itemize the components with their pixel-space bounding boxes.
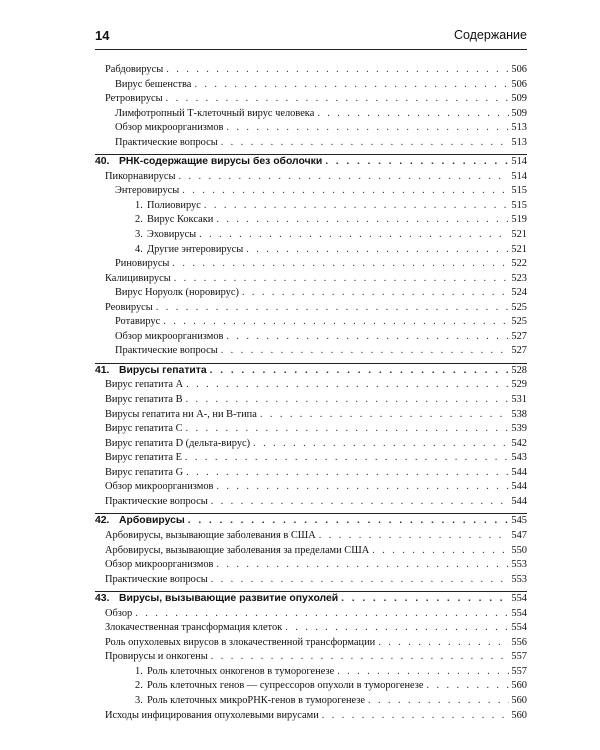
page-ref: 560: [511, 709, 527, 721]
running-title: Содержание: [453, 28, 527, 42]
toc-entry: [95, 92, 527, 107]
entry-title: Эховирусы: [147, 229, 197, 241]
dot-leader: [172, 257, 509, 272]
toc-entry: [95, 393, 527, 408]
entry-title: Исходы инфицирования опухолевыми вирусами: [105, 709, 319, 721]
toc-entry: [95, 272, 527, 287]
page-ref: 554: [511, 622, 527, 634]
entry-title: Арбовирусы, вызывающие заболевания за пределами США: [105, 544, 370, 556]
dot-leader: [174, 272, 510, 287]
dot-leader: [216, 558, 509, 573]
page-ref: 521: [511, 243, 527, 255]
page-ref: 509: [511, 107, 527, 119]
toc-entry: [95, 228, 527, 243]
page-ref: 560: [511, 680, 527, 692]
page-ref: 528: [511, 364, 527, 376]
entry-title: Обзор микроорганизмов: [105, 559, 214, 571]
entry-title: Риновирусы: [115, 258, 170, 270]
page-ref: 515: [511, 185, 527, 197]
toc-entry: [95, 437, 527, 452]
dot-leader: [194, 78, 509, 93]
toc-chapter: [95, 591, 527, 607]
entry-title: Практические вопросы: [115, 136, 218, 148]
entry-title: Вирус бешенства: [115, 78, 192, 90]
page-ref: 525: [511, 316, 527, 328]
entry-title: Полиовирус: [147, 199, 201, 211]
dot-leader: [135, 607, 509, 622]
dot-leader: [211, 495, 510, 510]
chapter-title: РНК-содержащие вирусы без оболочки: [119, 156, 323, 168]
entry-number: 1.: [135, 199, 143, 211]
entry-title: Вирусы гепатита ни A-, ни B-типа: [105, 408, 257, 420]
page-ref: 560: [511, 694, 527, 706]
toc-entry: [95, 694, 527, 709]
page-ref: 542: [511, 437, 527, 449]
entry-title: Роль опухолевых вирусов в злокачественной трансформации: [105, 636, 376, 648]
dot-leader: [260, 408, 510, 423]
entry-title: Обзор: [105, 607, 133, 619]
page-ref: 521: [511, 229, 527, 241]
page-ref: 524: [511, 287, 527, 299]
toc-entry: [95, 636, 527, 651]
dot-leader: [253, 437, 509, 452]
dot-leader: [188, 514, 510, 529]
toc-entry: [95, 257, 527, 272]
dot-leader: [378, 636, 509, 651]
dot-leader: [285, 621, 509, 636]
entry-title: Роль клеточных микроРНК-генов в туморогенезе: [147, 694, 365, 706]
dot-leader: [185, 451, 509, 466]
page-ref: 545: [511, 515, 527, 527]
dot-leader: [216, 480, 509, 495]
dot-leader: [186, 466, 509, 481]
dot-leader: [204, 199, 510, 214]
page-ref: 514: [511, 170, 527, 182]
toc-entry: [95, 621, 527, 636]
page-ref: 515: [511, 199, 527, 211]
page-ref: 547: [511, 529, 527, 541]
dot-leader: [325, 155, 509, 170]
dot-leader: [211, 573, 510, 588]
toc-entry: [95, 378, 527, 393]
dot-leader: [372, 544, 509, 559]
entry-title: Лимфотропный Т-клеточный вирус человека: [115, 107, 315, 119]
toc-chapter: [95, 363, 527, 379]
toc-entry: [95, 558, 527, 573]
dot-leader: [186, 422, 510, 437]
toc-entry: [95, 422, 527, 437]
dot-leader: [166, 92, 510, 107]
page-ref: 544: [511, 495, 527, 507]
entry-title: Вирус гепатита A: [105, 379, 184, 391]
chapter-title: Вирусы гепатита: [119, 364, 207, 376]
entry-title: Энтеровирусы: [115, 185, 180, 197]
chapter-number: 42.: [95, 515, 110, 527]
toc-chapter: [95, 513, 527, 529]
page-number: 14: [95, 28, 110, 43]
dot-leader: [341, 592, 509, 607]
toc-entry: [95, 107, 527, 122]
entry-title: Обзор микроорганизмов: [115, 122, 224, 134]
page-ref: 553: [511, 573, 527, 585]
page-ref: 556: [511, 636, 527, 648]
entry-title: Вирус Коксаки: [147, 214, 214, 226]
toc-entry: [95, 650, 527, 665]
dot-leader: [211, 650, 510, 665]
toc-entry: [95, 243, 527, 258]
page-ref: 554: [511, 607, 527, 619]
toc-entry: [95, 451, 527, 466]
entry-title: Вирус гепатита G: [105, 466, 184, 478]
dot-leader: [322, 709, 510, 724]
toc-entry: [95, 170, 527, 185]
page-ref: 544: [511, 466, 527, 478]
dot-leader: [186, 393, 510, 408]
page-ref: 523: [511, 272, 527, 284]
entry-title: Арбовирусы, вызывающие заболевания в США: [105, 529, 316, 541]
entry-title: Вирус гепатита E: [105, 452, 182, 464]
toc-entry: [95, 709, 527, 724]
chapter-title: Арбовирусы: [119, 515, 185, 527]
entry-title: Реовирусы: [105, 301, 153, 313]
page-ref: 531: [511, 394, 527, 406]
dot-leader: [319, 529, 510, 544]
entry-title: Роль клеточных генов — супрессоров опухоли в туморогенезе: [147, 680, 424, 692]
page-ref: 519: [511, 214, 527, 226]
dot-leader: [368, 694, 509, 709]
page-ref: 557: [511, 651, 527, 663]
entry-title: Другие энтеровирусы: [147, 243, 244, 255]
toc-entry: [95, 199, 527, 214]
page-ref: 554: [511, 593, 527, 605]
dot-leader: [216, 213, 509, 228]
page-ref: 514: [511, 156, 527, 168]
page-ref: 553: [511, 559, 527, 571]
entry-title: Практические вопросы: [105, 573, 208, 585]
toc-entry: [95, 573, 527, 588]
chapter-title: Вирусы, вызывающие развитие опухолей: [119, 593, 339, 605]
page-ref: 509: [511, 93, 527, 105]
entry-number: 2.: [135, 214, 143, 226]
toc-entry: [95, 544, 527, 559]
entry-number: 1.: [135, 665, 143, 677]
toc-entry: [95, 301, 527, 316]
entry-number: 3.: [135, 694, 143, 706]
entry-title: Вирус гепатита D (дельта-вирус): [105, 437, 251, 449]
entry-title: Вирус гепатита B: [105, 394, 183, 406]
dot-leader: [166, 63, 509, 78]
toc-entry: [95, 480, 527, 495]
dot-leader: [186, 378, 509, 393]
page-ref: 522: [511, 258, 527, 270]
toc-entry: [95, 121, 527, 136]
dot-leader: [163, 315, 509, 330]
entry-title: Роль клеточных онкогенов в туморогенезе: [147, 665, 335, 677]
page-ref: 550: [511, 544, 527, 556]
page-ref: 525: [511, 301, 527, 313]
page-ref: 527: [511, 345, 527, 357]
table-of-contents: [95, 63, 527, 723]
entry-number: 2.: [135, 680, 143, 692]
toc-entry: [95, 679, 527, 694]
dot-leader: [337, 665, 509, 680]
entry-title: Практические вопросы: [105, 495, 208, 507]
entry-title: Ротавирус: [115, 316, 161, 328]
page-ref: 527: [511, 330, 527, 342]
dot-leader: [210, 364, 510, 379]
toc-entry: [95, 213, 527, 228]
entry-title: Пикорнавирусы: [105, 170, 176, 182]
toc-chapter: [95, 154, 527, 170]
entry-title: Калицивирусы: [105, 272, 171, 284]
entry-title: Рабдовирусы: [105, 64, 164, 75]
entry-number: 3.: [135, 229, 143, 241]
page-ref: 529: [511, 379, 527, 391]
toc-entry: [95, 63, 527, 78]
toc-entry: [95, 184, 527, 199]
toc-entry: [95, 286, 527, 301]
dot-leader: [426, 679, 509, 694]
page-ref: 506: [511, 64, 527, 75]
page-ref: 543: [511, 452, 527, 464]
page-ref: 513: [511, 122, 527, 134]
header-rule: [95, 49, 527, 50]
page-ref: 513: [511, 136, 527, 148]
toc-entry: [95, 495, 527, 510]
dot-leader: [156, 301, 510, 316]
entry-title: Обзор микроорганизмов: [115, 330, 224, 342]
entry-number: 4.: [135, 243, 143, 255]
dot-leader: [226, 330, 509, 345]
entry-title: Обзор микроорганизмов: [105, 481, 214, 493]
dot-leader: [178, 170, 509, 185]
dot-leader: [199, 228, 509, 243]
toc-entry: [95, 466, 527, 481]
toc-entry: [95, 330, 527, 345]
dot-leader: [221, 136, 510, 151]
entry-title: Злокачественная трансформация клеток: [105, 622, 283, 634]
entry-title: Провирусы и онкогены: [105, 651, 208, 663]
toc-entry: [95, 529, 527, 544]
chapter-number: 40.: [95, 156, 110, 168]
chapter-number: 43.: [95, 593, 110, 605]
toc-entry: [95, 408, 527, 423]
toc-entry: [95, 78, 527, 93]
dot-leader: [242, 286, 509, 301]
entry-title: Ретровирусы: [105, 93, 163, 105]
page-ref: 538: [511, 408, 527, 420]
dot-leader: [182, 184, 509, 199]
toc-entry: [95, 315, 527, 330]
page-ref: 539: [511, 423, 527, 435]
entry-title: Вирус Норуолк (норовирус): [115, 287, 239, 299]
dot-leader: [317, 107, 509, 122]
toc-entry: [95, 344, 527, 359]
page-ref: 557: [511, 665, 527, 677]
toc-entry: [95, 607, 527, 622]
entry-title: Практические вопросы: [115, 345, 218, 357]
dot-leader: [226, 121, 509, 136]
page-ref: 506: [511, 78, 527, 90]
page-header: [95, 28, 527, 48]
toc-entry: [95, 136, 527, 151]
toc-entry: [95, 665, 527, 680]
entry-title: Вирус гепатита C: [105, 423, 183, 435]
dot-leader: [246, 243, 509, 258]
page-ref: 544: [511, 481, 527, 493]
dot-leader: [221, 344, 510, 359]
chapter-number: 41.: [95, 364, 110, 376]
